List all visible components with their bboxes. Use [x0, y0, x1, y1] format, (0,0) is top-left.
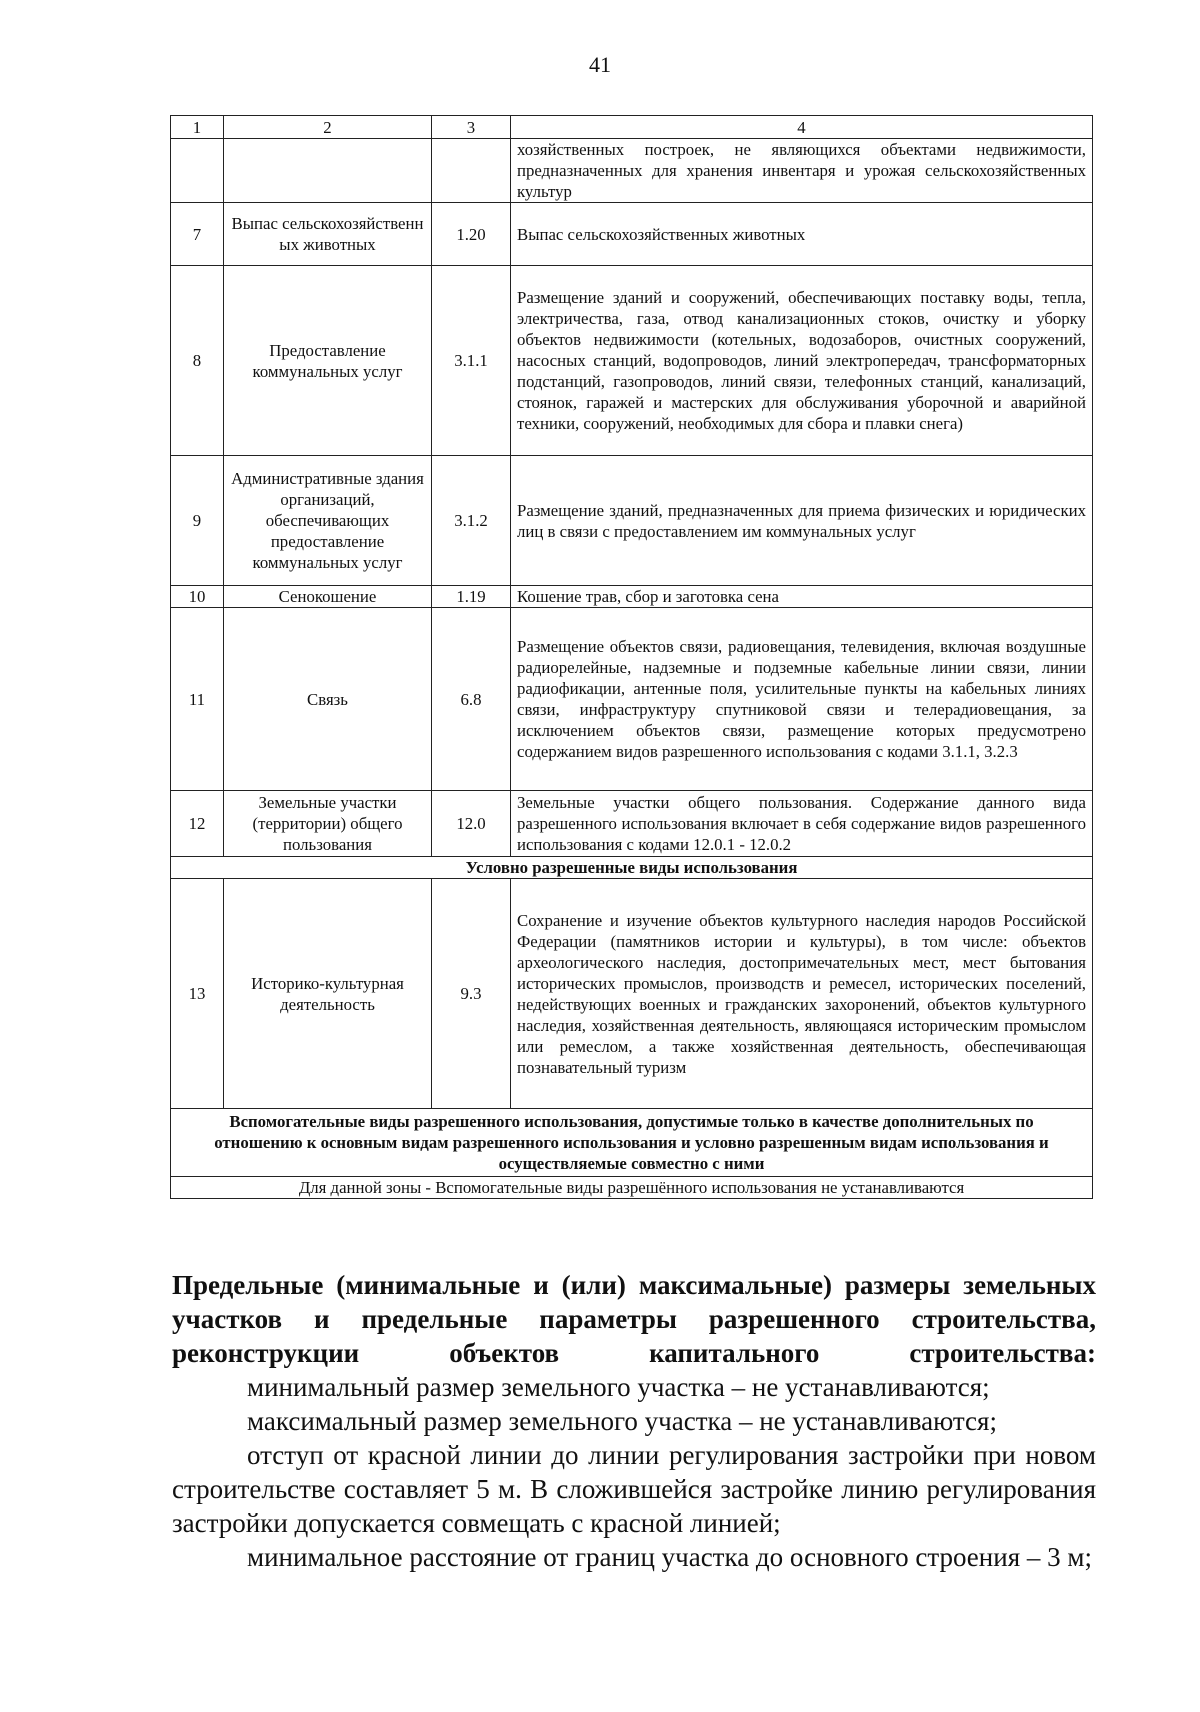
row-description: Размещение объектов связи, радиовещания, телевидения, включая воздушные радиорелейные, надземные и подземные кабельные линии связи, линии радиофикации, антенные поля, усилительные пункты на кабельных линиях связи, инфраструктуру спутниковой связи и телерадиовещания, за исключением объектов связи, размещение которых предусмотрено содержанием видов разрешенного использования с кодами 3.1.1, 3.2.3 — [511, 608, 1093, 791]
row-number: 12 — [171, 791, 224, 857]
table-row — [171, 586, 1093, 608]
row-description: Кошение трав, сбор и заготовка сена — [511, 586, 1093, 608]
paragraph: минимальный размер земельного участка – не устанавливаются; — [247, 1372, 990, 1402]
table-row — [171, 456, 1093, 586]
row-code: 1.20 — [432, 203, 511, 266]
row-use-name: Историко-культурная деятельность — [224, 879, 432, 1109]
section-title: Вспомогательные виды разрешенного использования, допустимые только в качестве дополнительных по отношению к основным видам разрешенного использования и условно разрешенным видам использования и осуществляемые совместно с ними — [171, 1109, 1093, 1177]
row-description: Выпас сельскохозяйственных животных — [511, 203, 1093, 266]
row-description: Земельные участки общего пользования. Содержание данного вида разрешенного использования включает в себя содержание видов разрешенного использования с кодами 12.0.1 - 12.0.2 — [511, 791, 1093, 857]
section-header-auxiliary — [171, 1109, 1093, 1177]
table-row — [171, 266, 1093, 456]
paragraph: минимальное расстояние от границ участка до основного строения – 3 м; — [247, 1542, 1092, 1572]
paragraph: отступ от красной линии до линии регулирования застройки при новом строительстве составляет 5 м. В сложившейся застройке линию регулирования застройки допускается совмещать с красной линией; — [172, 1440, 1096, 1538]
table-row — [171, 879, 1093, 1109]
row-description: Размещение зданий и сооружений, обеспечивающих поставку воды, тепла, электричества, газа, отвод канализационных стоков, очистку и уборку объектов недвижимости (котельных, водозаборов, очистных сооружений, насосных станций, водопроводов, линий электропередач, трансформаторных подстанций, газопроводов, линий связи, телефонных станций, канализаций, стоянок, гаражей и мастерских для обслуживания уборочной и аварийной техники, сооружений, необходимых для сбора и плавки снега) — [511, 266, 1093, 456]
regulations-list — [172, 1370, 1096, 1574]
table-header-row — [171, 116, 1093, 139]
row-code: 1.19 — [432, 586, 511, 608]
row-number: 13 — [171, 879, 224, 1109]
table-row — [171, 791, 1093, 857]
row-use-name: Административные здания организаций, обеспечивающих предоставление коммунальных услуг — [224, 456, 432, 586]
row-code: 12.0 — [432, 791, 511, 857]
table-row — [171, 608, 1093, 791]
section-title: Условно разрешенные виды использования — [171, 857, 1093, 879]
row-description: Размещение зданий, предназначенных для приема физических и юридических лиц в связи с предоставлением им коммунальных услуг — [511, 456, 1093, 586]
paragraph: максимальный размер земельного участка – не устанавливаются; — [247, 1406, 997, 1436]
table-row — [171, 203, 1093, 266]
row-number: 8 — [171, 266, 224, 456]
auxiliary-note-row — [171, 1177, 1093, 1199]
row-use-name: Связь — [224, 608, 432, 791]
section-header-conditional — [171, 857, 1093, 879]
regulations-heading: Предельные (минимальные и (или) максимальные) размеры земельных участков и предельные параметры разрешенного строительства, реконструкции объектов капитального строительства: — [172, 1270, 1096, 1368]
land-use-table — [170, 115, 1093, 1199]
row-description: Сохранение и изучение объектов культурного наследия народов Российской Федерации (памятников истории и культуры), в том числе: объектов археологического наследия, достопримечательных мест, мест бытования исторических промыслов, производств и ремесел, исторических поселений, недействующих военных и гражданских захоронений, объектов культурного наследия, хозяйственная деятельность, являющаяся историческим промыслом или ремеслом, а также хозяйственная деятельность, обеспечивающая познавательный туризм — [511, 879, 1093, 1109]
header-cell: 2 — [224, 116, 432, 139]
row-code: 3.1.2 — [432, 456, 511, 586]
table-row — [171, 139, 1093, 203]
row-use-name: Сенокошение — [224, 586, 432, 608]
row-use-name: Выпас сельскохозяйственн ых животных — [224, 203, 432, 266]
row-number: 7 — [171, 203, 224, 266]
row-number: 10 — [171, 586, 224, 608]
header-cell: 3 — [432, 116, 511, 139]
row-description: хозяйственных построек, не являющихся объектами недвижимости, предназначенных для хранения инвентаря и урожая сельскохозяйственных культур — [511, 139, 1093, 203]
row-use-name: Предоставление коммунальных услуг — [224, 266, 432, 456]
row-code: 6.8 — [432, 608, 511, 791]
header-cell: 1 — [171, 116, 224, 139]
header-cell: 4 — [511, 116, 1093, 139]
auxiliary-note: Для данной зоны - Вспомогательные виды разрешённого использования не устанавливаются — [171, 1177, 1093, 1199]
row-code: 3.1.1 — [432, 266, 511, 456]
row-code: 9.3 — [432, 879, 511, 1109]
row-number: 9 — [171, 456, 224, 586]
row-number: 11 — [171, 608, 224, 791]
row-use-name: Земельные участки (территории) общего пользования — [224, 791, 432, 857]
page-number: 41 — [589, 52, 611, 77]
